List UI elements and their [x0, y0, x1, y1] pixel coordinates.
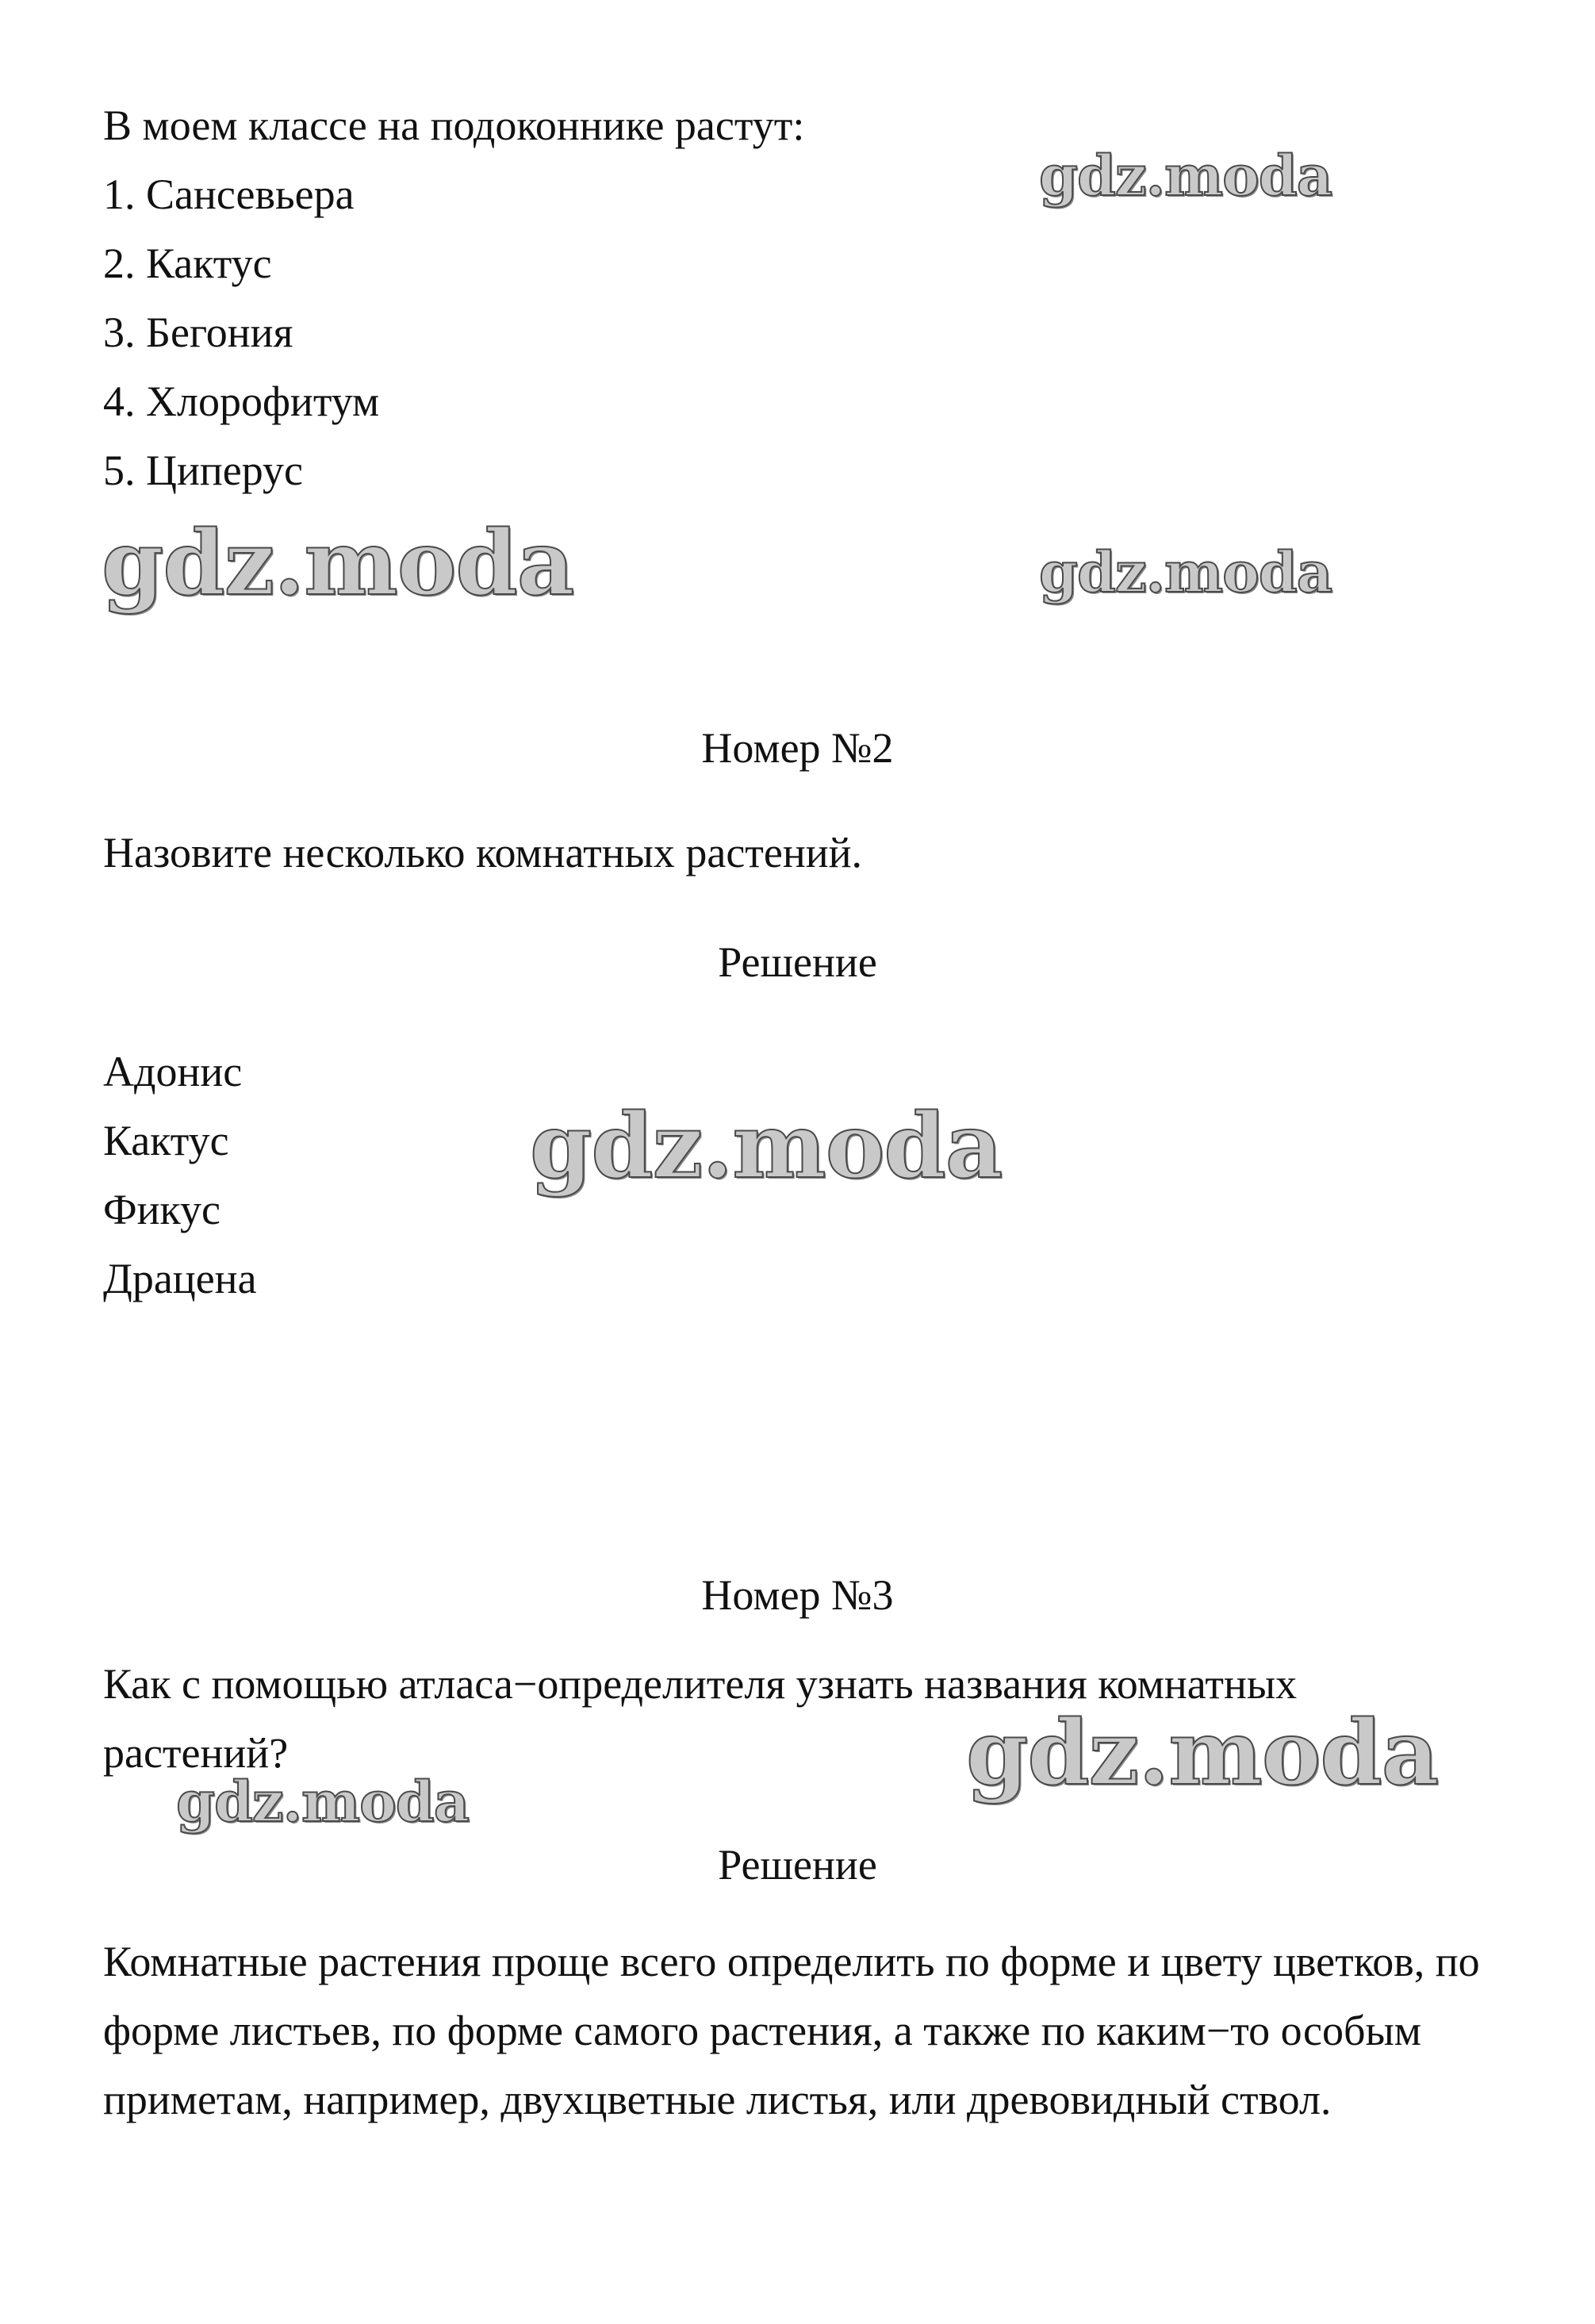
list-item: 2. Кактус [103, 240, 272, 287]
list-item: Кактус [103, 1117, 229, 1164]
solution-label: Решение [718, 938, 877, 986]
watermark: gdz.moda [966, 1701, 1439, 1805]
intro-text: В моем классе на подоконнике растут: [103, 102, 805, 149]
watermark: gdz.moda [1039, 143, 1332, 209]
watermark: gdz.moda [1039, 539, 1332, 605]
list-item: Драцена [103, 1255, 257, 1302]
list-item: 1. Сансевьера [103, 171, 355, 218]
list-item: 4. Хлорофитум [103, 378, 380, 425]
watermark: gdz.moda [102, 512, 574, 616]
list-item: 3. Бегония [103, 309, 293, 356]
watermark: gdz.moda [176, 1769, 470, 1835]
question-text: Как с помощью атласа−определителя узнать названия комнатных [103, 1660, 1298, 1708]
list-item: Адонис [103, 1048, 243, 1095]
question-text-continued: растений? [103, 1729, 289, 1777]
question-text: Назовите несколько комнатных растений. [103, 829, 863, 876]
list-item: Фикус [103, 1186, 220, 1233]
solution-label: Решение [718, 1841, 877, 1889]
section-heading: Номер №3 [701, 1571, 894, 1619]
answer-paragraph: Комнатные растения проще всего определить по форме и цвету цветков, по форме листьев, по форме самого растения, а также по каким−то особым приметам, например, двухцветные листья, или древовидный ствол. [103, 1938, 1480, 2123]
watermark: gdz.moda [530, 1095, 1003, 1198]
list-item: 5. Циперус [103, 447, 304, 494]
section-heading: Номер №2 [701, 724, 894, 772]
